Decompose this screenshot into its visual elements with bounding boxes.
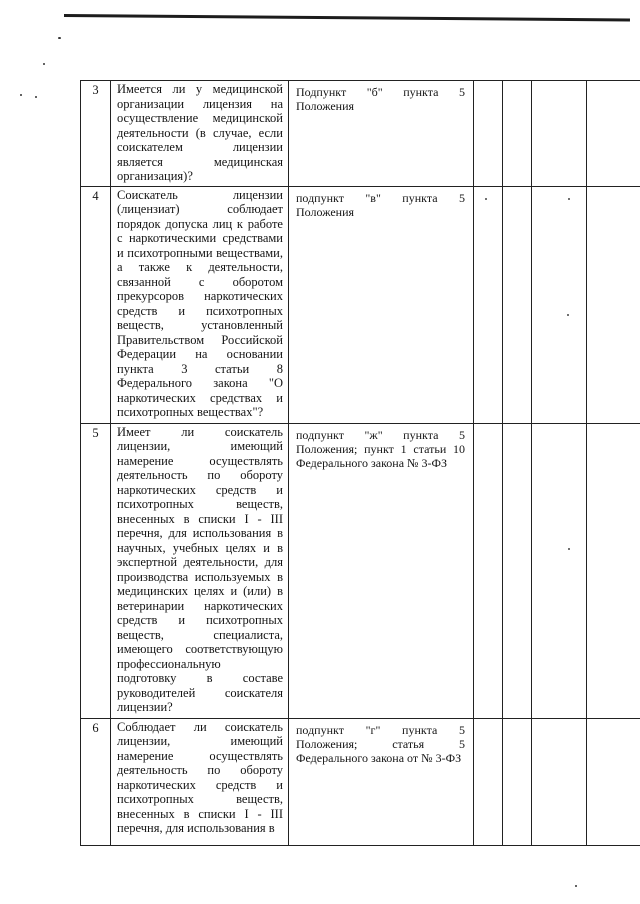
scan-speck (485, 198, 487, 200)
table-row (81, 423, 640, 718)
top-scan-line (64, 14, 630, 21)
legal-reference: Подпункт "б" пункта 5 Положения (289, 81, 474, 187)
question-text: Соискатель лицензии (лицензиат) соблюдает порядок допуска лиц к работе с наркотическими средствами и психотропными веществами, а также к деятельности, связанной с оборотом прекурсоров наркотических средств и психотропных веществ, установленный Правительством Российской Федерации на основании пункта 3 статьи 8 Федерального закона "О наркотических средствах и психотропных веществах"? (111, 186, 289, 423)
answer-no-cell (503, 186, 532, 423)
table-row (81, 81, 640, 187)
answer-yes-cell (474, 718, 503, 845)
scan-speck (20, 94, 22, 96)
answer-no-cell (503, 718, 532, 845)
scan-speck (35, 96, 37, 98)
scan-speck (568, 198, 570, 200)
legal-reference: подпункт "ж" пункта 5 Положения; пункт 1 статьи 10 Федерального закона № 3-ФЗ (289, 423, 474, 718)
scan-speck (568, 548, 570, 550)
answer-no-cell (503, 81, 532, 187)
table-row (81, 186, 640, 423)
answer-yes-cell (474, 186, 503, 423)
row-number: 5 (81, 423, 111, 718)
question-text: Соблюдает ли соискатель лицензии, имеющий намерение осуществлять деятельность по обороту наркотических средств и психотропных веществ, внесенных в списки I - III перечня, для использования в (111, 718, 289, 845)
notes-cell (587, 718, 640, 845)
answer-no-cell (503, 423, 532, 718)
answer-yes-cell (474, 423, 503, 718)
not-applicable-cell (532, 718, 587, 845)
notes-cell (587, 81, 640, 187)
scan-speck (575, 885, 577, 887)
table-row (81, 718, 640, 845)
not-applicable-cell (532, 81, 587, 187)
row-number: 3 (81, 81, 111, 187)
checklist-table-wrapper (80, 80, 640, 844)
scan-speck (567, 314, 569, 316)
not-applicable-cell (532, 186, 587, 423)
notes-cell (587, 186, 640, 423)
answer-yes-cell (474, 81, 503, 187)
question-text: Имеется ли у медицинской организации лицензия на осуществление медицинской деятельности (в случае, если соискателем лицензии является медицинская организация)? (111, 81, 289, 187)
checklist-table (80, 80, 640, 846)
scan-speck (43, 63, 45, 65)
scan-speck (58, 37, 61, 39)
legal-reference: подпункт "г" пункта 5 Положения; статья 5 Федерального закона от № 3-ФЗ (289, 718, 474, 845)
legal-reference: подпункт "в" пункта 5 Положения (289, 186, 474, 423)
not-applicable-cell (532, 423, 587, 718)
row-number: 4 (81, 186, 111, 423)
question-text: Имеет ли соискатель лицензии, имеющий намерение осуществлять деятельность по обороту наркотических средств и психотропных веществ, внесенных в списки I - III перечня, для использования в научных, учебных целях и в экспертной деятельности, для производства используемых в медицинских целях и (или) в ветеринарии наркотических средств и психотропных веществ, специалиста, имеющего соответствующую профессиональную подготовку в составе руководителей соискателя лицензии? (111, 423, 289, 718)
row-number: 6 (81, 718, 111, 845)
notes-cell (587, 423, 640, 718)
